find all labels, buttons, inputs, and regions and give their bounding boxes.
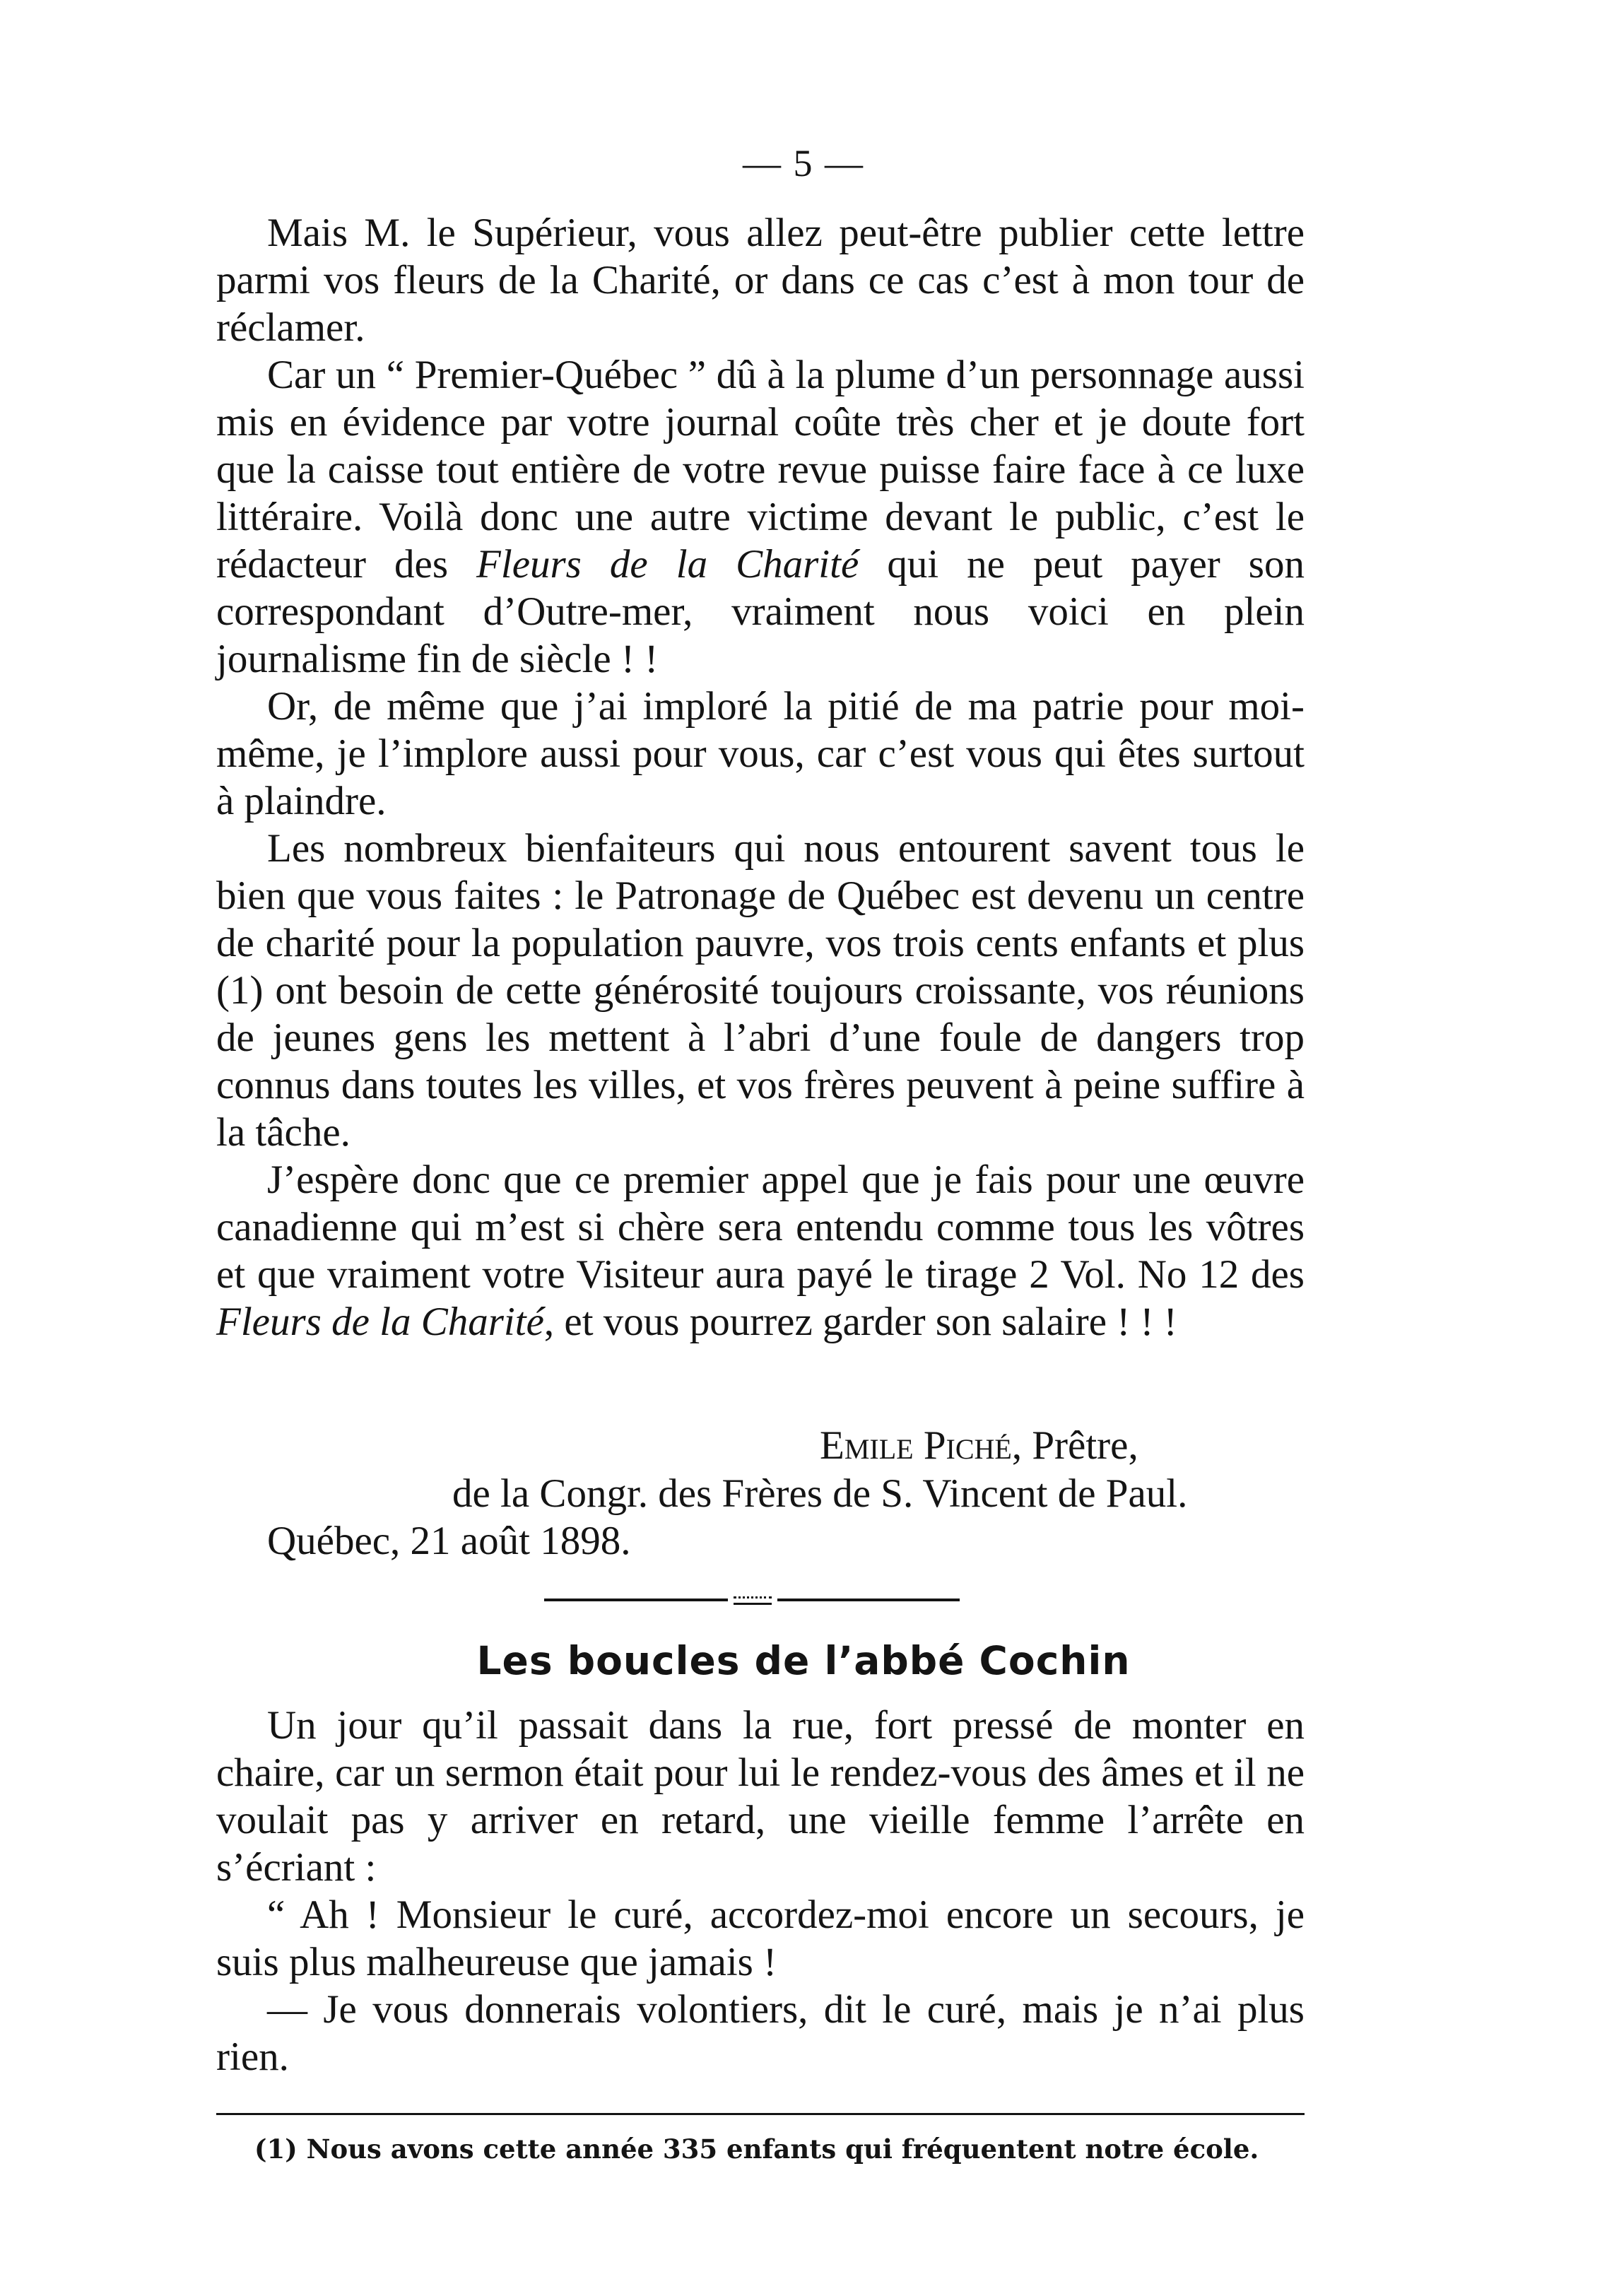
story-paragraph-3: — Je vous donnerais volontiers, dit le curé, mais je n’ai plus rien. <box>216 1987 1305 2079</box>
journal-title-italic: Fleurs de la Charité <box>476 542 859 587</box>
signature-congregation: de la Congr. des Frères de S. Vincent de Paul. <box>452 1471 1188 1516</box>
letter-paragraph-2-text-b: qui ne peut payer son correspondant d’Outre-mer, vraiment nous voici en plein journalisme fin de siècle ! ! <box>216 542 1305 681</box>
letter-paragraph-5-text-a: J’espère donc que ce premier appel que je fais pour une œuvre canadienne qui m’est si chère sera entendu comme tous les vôtres et que vraiment votre Visiteur aura payé le tirage 2 Vol. No 12 des <box>216 1158 1305 1297</box>
letter-body <box>216 209 1305 1346</box>
story-paragraph-2: “ Ah ! Monsieur le curé, accordez-moi encore un secours, je suis plus malheureuse que jamais ! <box>216 1892 1305 1984</box>
letter-paragraph-5 <box>216 1156 1305 1346</box>
signature-line <box>820 1422 1138 1469</box>
letter-paragraph-1: Mais M. le Supérieur, vous allez peut-être publier cette lettre parmi vos fleurs de la Charité, or dans ce cas c’est à mon tour de réclamer. <box>216 211 1305 350</box>
section-separator <box>544 1599 960 1601</box>
signature-place-date: Québec, 21 août 1898. <box>267 1519 631 1563</box>
letter-paragraph-3: Or, de même que j’ai imploré la pitié de ma patrie pour moi-même, je l’implore aussi pour vous, car c’est vous qui êtes surtout à plaindre. <box>216 684 1305 823</box>
letter-paragraph-5-text-b: , et vous pourrez garder son salaire ! ! ! <box>543 1300 1177 1344</box>
separator-ornament <box>728 1594 777 1603</box>
footnote: (1) Nous avons cette année 335 enfants qui fréquentent notre école. <box>254 2133 1259 2165</box>
page-number: — 5 — <box>743 142 864 184</box>
signature-name: Emile Piché <box>820 1423 1012 1468</box>
signature-title: , Prêtre, <box>1011 1423 1138 1468</box>
letter-paragraph-4: Les nombreux bienfaiteurs qui nous entourent savent tous le bien que vous faites : le Patronage de Québec est devenu un centre de charité pour la population pauvre, vos trois cents enfants et plus (1) ont besoin de cette générosité toujours croissante, vos réunions de jeunes gens les mettent à l’abri d’une foule de dangers trop connus dans toutes les villes, et vos frères peuvent à peine suffire à la tâche. <box>216 826 1305 1155</box>
footnote-rule <box>216 2113 1305 2115</box>
journal-title-italic-2: Fleurs de la Charité <box>216 1300 544 1344</box>
story-paragraph-1: Un jour qu’il passait dans la rue, fort pressé de monter en chaire, car un sermon était pour lui le rendez-vous des âmes et il ne voulait pas y arriver en retard, une vieille femme l’arrête en s’écriant : <box>216 1703 1305 1890</box>
story-title: Les boucles de l’abbé Cochin <box>476 1638 1131 1683</box>
letter-paragraph-2 <box>216 351 1305 683</box>
story-body <box>216 1702 1305 2080</box>
letter-paragraph-2-text-a: Car un “ Premier-Québec ” dû à la plume d’un personnage aussi mis en évidence par votre journal coûte très cher et je doute fort que la caisse tout entière de votre revue puisse faire face à ce luxe littéraire. Voilà donc une autre victime devant le public, c’est le rédacteur des <box>216 353 1305 587</box>
